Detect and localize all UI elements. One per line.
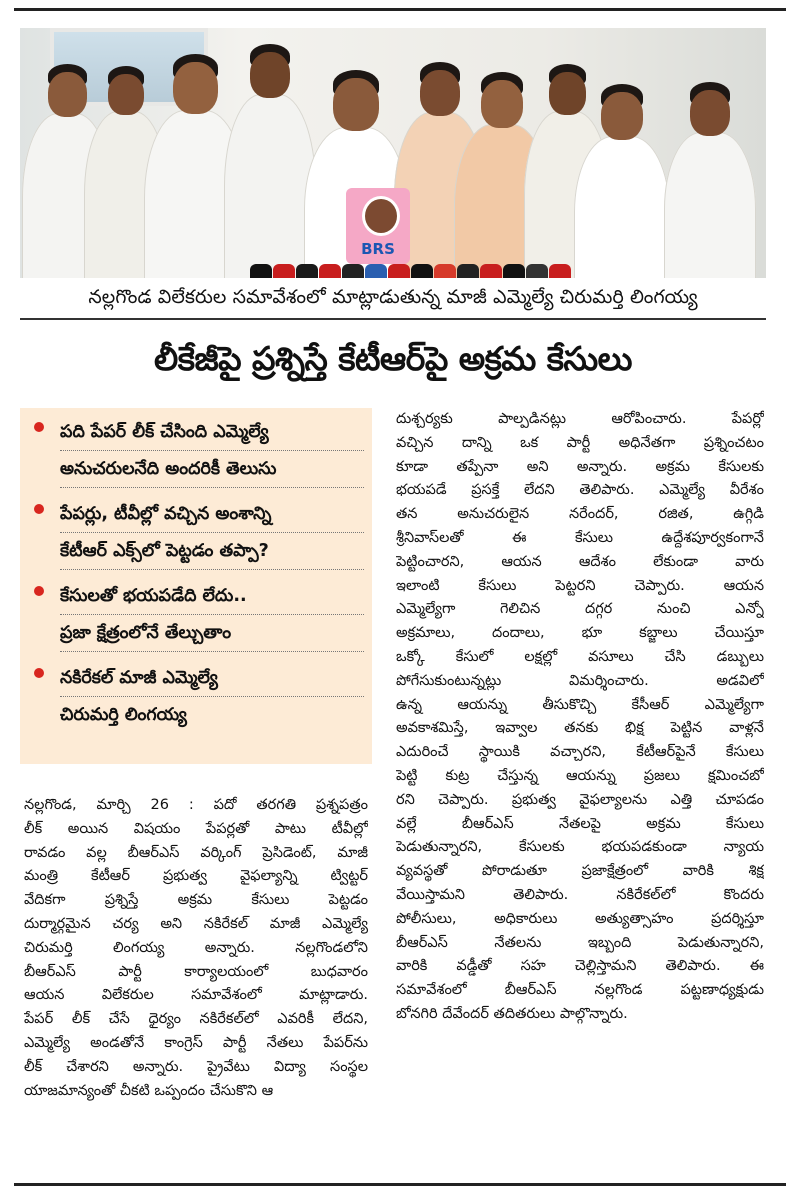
article-line: అక్రమాలు, దందాలు, భూ కబ్జాలు చేయిస్తూ xyxy=(396,625,764,642)
top-rule xyxy=(14,8,786,11)
article-line: ఒక్కో కేసులో లక్షల్లో వసూలు చేసి డబ్బులు xyxy=(396,648,764,665)
microphone-icon xyxy=(457,264,479,278)
article-line: పెట్టి కుట్ర చేస్తున్న ఆయన్ను ప్రజలు క్షమించబో xyxy=(396,767,764,784)
article-line: వేయిస్తామని తెలిపారు. నకిరేకల్‌లో కొందరు xyxy=(396,886,764,903)
article-line: లీక్ చేశారని అన్నారు. ప్రైవేటు విద్యా సంస్థల xyxy=(24,1058,368,1075)
article-line: భయపడే ప్రసక్తే లేదని తెలిపారు. ఎమ్మెల్యే వీరేశం xyxy=(396,482,764,499)
article-line: చిరుమర్తి లింగయ్య అన్నారు. నల్లగొండలోని xyxy=(24,939,368,956)
microphone-icon xyxy=(319,264,341,278)
article-line: యాజమాన్యంతో చీకటి ఒప్పందం చేసుకొని ఆ xyxy=(24,1082,274,1099)
microphone-icon xyxy=(296,264,318,278)
article-line: దుర్మార్గమైన చర్య అని నకిరేకల్ మాజీ ఎమ్మెల్యే xyxy=(24,915,368,932)
bottom-rule xyxy=(14,1183,786,1186)
article-line: పెడుతున్నారని, కేసులకు భయపడకుండా న్యాయ xyxy=(396,839,764,856)
microphone-icon xyxy=(434,264,456,278)
highlight-item xyxy=(26,414,364,488)
microphone-icon xyxy=(388,264,410,278)
highlight-line: పేపర్లు, టీవీల్లో వచ్చిన అంశాన్ని xyxy=(60,496,364,533)
article-line: బీఆర్ఎస్ పార్టీ కార్యాలయంలో బుధవారం xyxy=(24,963,368,980)
photo-person xyxy=(230,48,310,278)
article-line: వ్యవస్థతో పోరాడుతూ ప్రజాక్షేత్రంలో వారికి శిక్ష xyxy=(396,863,764,880)
bullet-icon xyxy=(34,422,44,432)
article-line: దుశ్చర్యకు పాల్పడినట్లు ఆరోపించారు. పేపర్లో xyxy=(396,411,764,427)
article-line: కూడా తప్పేనా అని అన్నారు. అక్రమ కేసులకు xyxy=(396,458,764,475)
article-line: పేపర్ లీక్ చేసే ధైర్యం నకిరేకల్‌లో ఎవరికీ లేదని, xyxy=(24,1011,368,1028)
article-line: పెట్టించారని, ఆయన ఆదేశం లేకుండా వారు xyxy=(396,553,764,570)
article-line: ఉన్న ఆయన్ను తీసుకొచ్చి కేసీఆర్ ఎమ్మెల్యేగా xyxy=(396,696,764,713)
article-line: రని చెప్పారు. ప్రభుత్వ వైఫల్యాలను ఎత్తి చూపడం xyxy=(396,791,764,808)
photo-person xyxy=(580,88,664,278)
article-line: పోగేసుకుంటున్నట్లు విమర్శించారు. అడవిలో xyxy=(396,672,764,689)
bullet-icon xyxy=(34,668,44,678)
highlight-line: కేసులతో భయపడేది లేదు.. xyxy=(60,578,364,615)
article-line: సమావేశంలో బీఆర్ఎస్ నల్లగొండ పట్టణాధ్యక్షుడు xyxy=(396,982,764,999)
article-line: బీఆర్ఎస్ నేతలను ఇబ్బంది పెడుతున్నారని, xyxy=(396,934,764,951)
highlight-line: ప్రజా క్షేత్రంలోనే తేల్చుతాం xyxy=(60,615,364,652)
highlight-item xyxy=(26,660,364,733)
microphone-icon xyxy=(365,264,387,278)
article-line: ఆయన విలేకరుల సమావేశంలో మాట్లాడారు. xyxy=(24,987,368,1004)
article-line: పోలీసులు, అధికారులు అత్యుత్సాహం ప్రదర్శిస్తూ xyxy=(396,910,764,927)
article-line: తన అనుచరులైన నరేందర్, రజిత, ఉగ్గిడి xyxy=(396,506,764,523)
article-line: వేదికగా ప్రశ్నిస్తే అక్రమ కేసులు పెట్టడం xyxy=(24,892,368,909)
article-left-column xyxy=(24,794,368,1103)
photo-person xyxy=(670,86,750,278)
brs-badge-card xyxy=(346,188,410,264)
article-line: శ్రీనివాస్‌లతో ఈ కేసులు ఉద్దేశపూర్వకంగానే xyxy=(396,529,764,546)
highlight-line: నకిరేకల్ మాజీ ఎమ్మెల్యే xyxy=(60,660,364,697)
highlight-item xyxy=(26,496,364,570)
article-right-column xyxy=(396,408,764,1027)
bullet-icon xyxy=(34,504,44,514)
highlight-item xyxy=(26,578,364,652)
photo-caption: నల్లగొండ విలేకరుల సమావేశంలో మాట్లాడుతున్న మాజీ ఎమ్మెల్యే చిరుమర్తి లింగయ్య xyxy=(88,285,698,308)
caption-rule xyxy=(20,318,766,320)
highlight-line: చిరుమర్తి లింగయ్య xyxy=(60,705,187,725)
microphone-icon xyxy=(273,264,295,278)
badge-portrait xyxy=(362,196,400,236)
article-line: వారికి వడ్డీతో సహ చెల్లిస్తామని తెలిపారు. ఈ xyxy=(396,958,764,975)
microphone-icon xyxy=(411,264,433,278)
microphone-icon xyxy=(503,264,525,278)
article-line: ఎమ్మెల్యే అండతోనే కాంగ్రెస్ పార్టీ నేతలు పేపర్‌ను xyxy=(24,1034,368,1051)
headline: లీకేజీపై ప్రశ్నిస్తే కేటీఆర్‌పై అక్రమ కేసులు xyxy=(154,338,632,378)
article-line: రావడం వల్ల బీఆర్ఎస్ వర్కింగ్ ప్రెసిడెంట్, మాజీ xyxy=(24,844,368,861)
article-line: నల్లగొండ, మార్చి 26 : పదో తరగతి ప్రశ్నపత్రం xyxy=(24,797,368,813)
microphone-icon xyxy=(480,264,502,278)
article-line: ఎమ్మెల్యేగా గెలిచిన దగ్గర నుంచి ఎన్నో xyxy=(396,601,764,618)
bullet-icon xyxy=(34,586,44,596)
highlight-line: కేటీఆర్ ఎక్స్‌లో పెట్టడం తప్పా? xyxy=(60,533,364,570)
microphone-icon xyxy=(526,264,548,278)
microphone-icon xyxy=(250,264,272,278)
article-line: అవకాశమిస్తే, ఇవ్వాల తనకు భిక్ష పెట్టిన వాళ్లనే xyxy=(396,720,764,737)
article-line: ఇలాంటి కేసులు పెట్టరని చెప్పారు. ఆయన xyxy=(396,577,764,594)
highlights-box xyxy=(20,408,372,764)
microphone-icon xyxy=(549,264,571,278)
microphone-cluster xyxy=(250,264,580,278)
article-line: వచ్చిన దాన్ని ఒక పార్టీ అధినేతగా ప్రశ్నించటం xyxy=(396,434,764,451)
highlight-line: అనుచరులనేది అందరికీ తెలుసు xyxy=(60,451,364,488)
brs-badge-label: BRS xyxy=(361,240,395,258)
article-line: లీక్ అయిన విషయం పేపర్లతో పాటు టీవీల్లో xyxy=(24,820,368,837)
article-line: వల్లే బీఆర్ఎస్ నేతలపై అక్రమ కేసులు xyxy=(396,815,764,832)
article-line: మంత్రి కేటీఆర్ ప్రభుత్వ వైఫల్యాన్ని ట్విట్టర్ xyxy=(24,868,368,885)
article-line: బోనగిరి దేవేందర్ తదితరులు పాల్గొన్నారు. xyxy=(396,1005,628,1022)
press-meet-photo xyxy=(20,28,766,278)
highlight-line: పది పేపర్ లీక్ చేసింది ఎమ్మెల్యే xyxy=(60,414,364,451)
microphone-icon xyxy=(342,264,364,278)
article-line: ఎదురించే స్థాయికి వచ్చారని, కేటీఆర్‌పైనే కేసులు xyxy=(396,744,764,761)
